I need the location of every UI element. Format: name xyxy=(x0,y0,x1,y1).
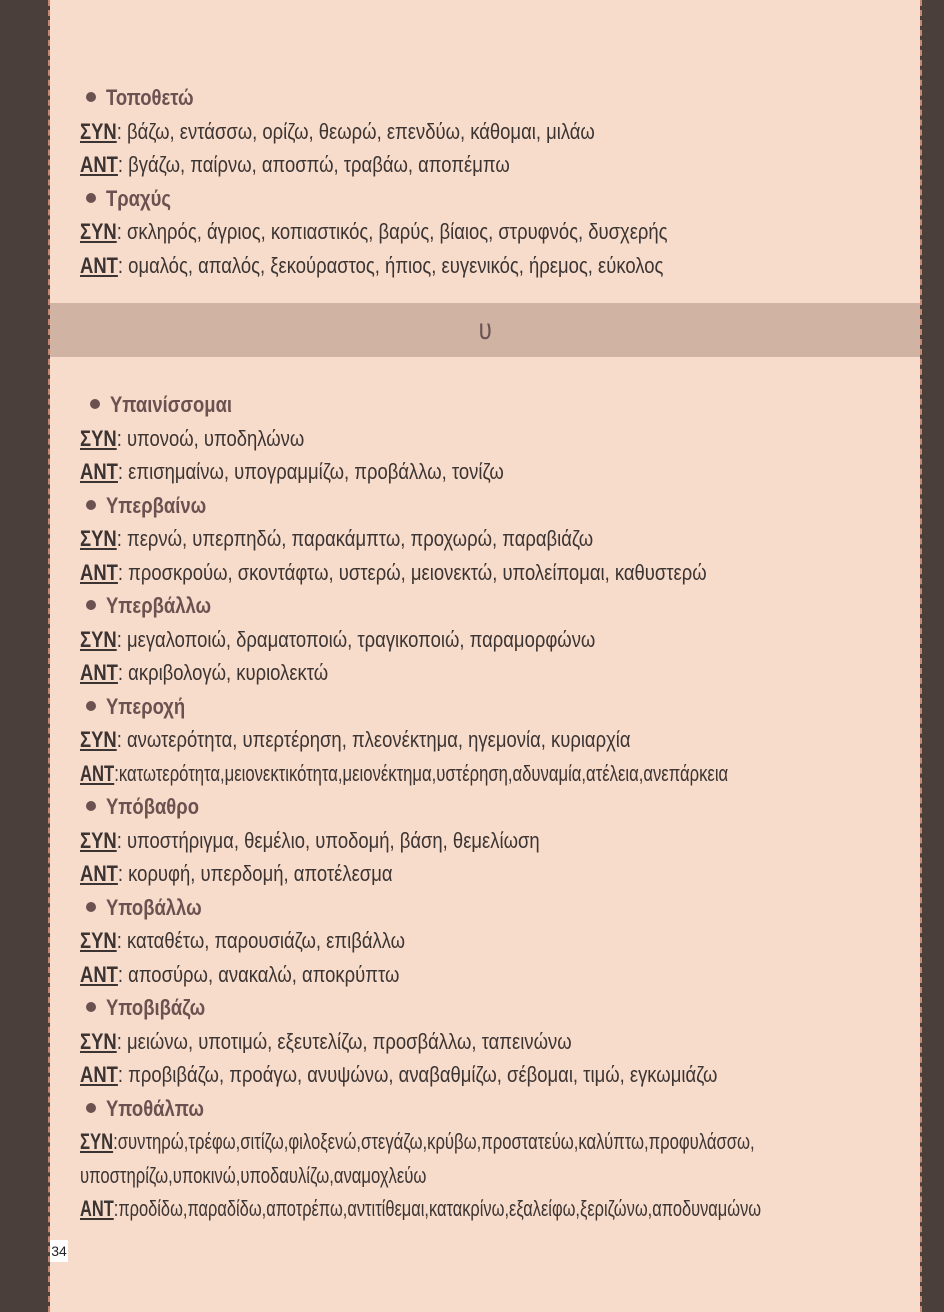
bullet-icon xyxy=(86,1103,96,1113)
bullet-icon xyxy=(86,801,96,811)
bullet-icon xyxy=(86,500,96,510)
right-binding-edge xyxy=(920,0,944,1312)
entry-term: Υπαινίσσομαι xyxy=(80,388,920,422)
top-entries xyxy=(80,81,920,282)
entry-term: Υπερβάλλω xyxy=(80,589,920,623)
ant-line: ΑΝΤ: προσκρούω, σκοντάφτω, υστερώ, μειονεκτώ, υπολείπομαι, καθυστερώ xyxy=(80,559,707,585)
entry-term: Τραχύς xyxy=(80,182,920,216)
entry-term: Υπόβαθρο xyxy=(80,790,920,824)
bullet-icon xyxy=(86,1002,96,1012)
syn-line: ΣΥΝ: καταθέτω, παρουσιάζω, επιβάλλω xyxy=(80,928,406,953)
bullet-icon xyxy=(90,399,100,409)
syn-line: ΣΥΝ: μεγαλοποιώ, δραματοποιώ, τραγικοποιώ, παραμορφώνω xyxy=(80,626,596,652)
ant-line: ΑΝΤ:προδίδω,παραδίδω,αποτρέπω,αντιτίθεμαι,κατακρίνω,εξαλείφω,ξεριζώνω,αποδυναμώνω xyxy=(80,1196,762,1221)
bullet-icon xyxy=(86,193,96,203)
entry-term: Υποθάλπω xyxy=(80,1092,920,1126)
dictionary-page xyxy=(50,0,920,1312)
syn-line: ΣΥΝ: μειώνω, υποτιμώ, εξευτελίζω, προσβάλλω, ταπεινώνω xyxy=(80,1028,572,1054)
section-letter-band xyxy=(50,303,920,357)
ant-line: ΑΝΤ: βγάζω, παίρνω, αποσπώ, τραβάω, αποπέμπω xyxy=(80,152,510,177)
entry-term: Υπεροχή xyxy=(80,690,920,724)
ant-line: ΑΝΤ: αποσύρω, ανακαλώ, αποκρύπτω xyxy=(80,961,400,987)
syn-line: ΣΥΝ: ανωτερότητα, υπερτέρηση, πλεονέκτημα, ηγεμονία, κυριαρχία xyxy=(80,727,631,752)
letter-u-entries xyxy=(80,388,920,1226)
entry-term: Τοποθετώ xyxy=(80,81,920,115)
syn-line: ΣΥΝ: υπονοώ, υποδηλώνω xyxy=(80,425,305,451)
syn-line: ΣΥΝ: περνώ, υπερπηδώ, παρακάμπτω, προχωρώ, παραβιάζω xyxy=(80,526,594,551)
ant-line: ΑΝΤ: επισημαίνω, υπογραμμίζω, προβάλλω, τονίζω xyxy=(80,459,504,484)
ant-line: ΑΝΤ: προβιβάζω, προάγω, ανυψώνω, αναβαθμίζω, σέβομαι, τιμώ, εγκωμιάζω xyxy=(80,1062,718,1087)
bullet-icon xyxy=(86,92,96,102)
syn-line: ΣΥΝ: σκληρός, άγριος, κοπιαστικός, βαρύς, βίαιος, στρυφνός, δυσχερής xyxy=(80,219,668,244)
ant-line: ΑΝΤ:κατωτερότητα,μειονεκτικότητα,μειονέκτημα,υστέρηση,αδυναμία,ατέλεια,ανεπάρκεια xyxy=(80,760,729,786)
bullet-icon xyxy=(86,902,96,912)
ant-line: ΑΝΤ: κορυφή, υπερδομή, αποτέλεσμα xyxy=(80,861,393,886)
entry-term: Υποβιβάζω xyxy=(80,991,920,1025)
syn-continuation-line: υποστηρίζω,υποκινώ,υποδαυλίζω,αναμοχλεύω xyxy=(80,1162,427,1188)
ant-line: ΑΝΤ: ακριβολογώ, κυριολεκτώ xyxy=(80,660,329,685)
page-number: 34 xyxy=(50,1240,68,1262)
entry-term: Υπερβαίνω xyxy=(80,489,920,523)
syn-line: ΣΥΝ: υποστήριγμα, θεμέλιο, υποδομή, βάση, θεμελίωση xyxy=(80,827,540,853)
entry-term: Υποβάλλω xyxy=(80,891,920,925)
section-letter: υ xyxy=(478,313,492,346)
bullet-icon xyxy=(86,701,96,711)
bullet-icon xyxy=(86,600,96,610)
syn-line: ΣΥΝ:συντηρώ,τρέφω,σιτίζω,φιλοξενώ,στεγάζω,κρύβω,προστατεύω,καλύπτω,προφυλάσσω, xyxy=(80,1129,755,1154)
left-binding-edge xyxy=(0,0,50,1312)
ant-line: ΑΝΤ: ομαλός, απαλός, ξεκούραστος, ήπιος, ευγενικός, ήρεμος, εύκολος xyxy=(80,252,664,278)
syn-line: ΣΥΝ: βάζω, εντάσσω, ορίζω, θεωρώ, επενδύω, κάθομαι, μιλάω xyxy=(80,118,595,144)
